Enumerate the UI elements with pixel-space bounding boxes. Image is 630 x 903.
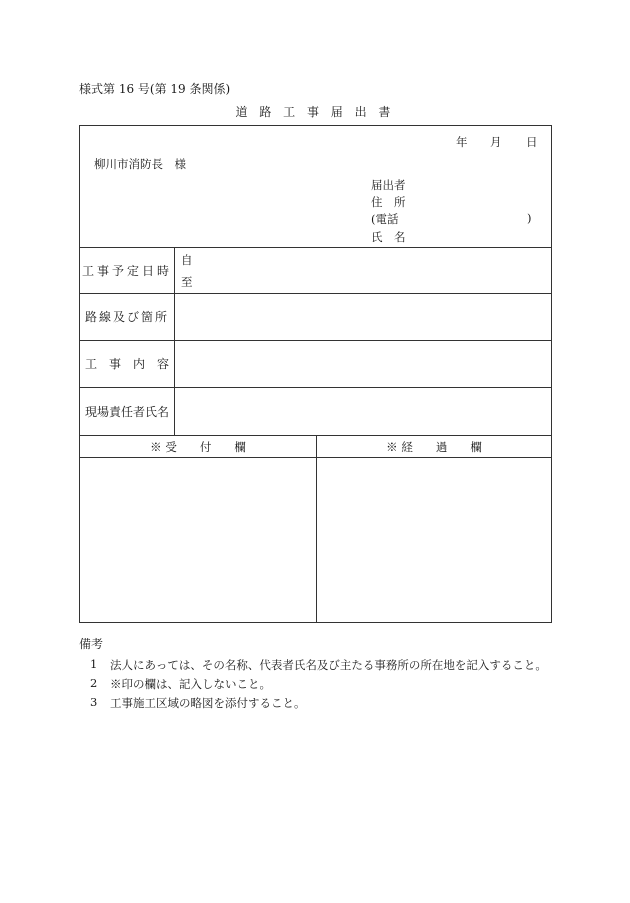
schedule-from-field[interactable] xyxy=(198,252,543,268)
progress-header: ※ 経 過 欄 xyxy=(386,440,482,454)
applicant-phone-close: ) xyxy=(527,211,532,225)
addressee: 柳川市消防長 様 xyxy=(94,157,186,171)
note-number: 3 xyxy=(90,695,98,709)
note-number: 2 xyxy=(90,676,98,690)
form-number: 様式第 16 号(第 19 条関係) xyxy=(79,82,231,96)
notes-heading: 備考 xyxy=(79,637,104,651)
reception-area xyxy=(81,458,315,622)
route-label: 路線及び箇所 xyxy=(84,310,169,324)
date-year-label: 年 xyxy=(456,135,468,149)
manager-label: 現場責任者氏名 xyxy=(84,404,169,419)
note-text: ※印の欄は、記入しないこと。 xyxy=(110,677,271,691)
schedule-to-field[interactable] xyxy=(198,274,543,290)
content-field[interactable] xyxy=(181,349,543,379)
schedule-from-label: 自 xyxy=(181,253,193,267)
note-text: 工事施工区域の略図を添付すること。 xyxy=(110,696,306,710)
applicant-label: 届出者 xyxy=(371,178,406,192)
content-label: 工 事 内 容 xyxy=(84,357,169,371)
note-text: 法人にあっては、その名称、代表者氏名及び主たる事務所の所在地を記入すること。 xyxy=(110,658,547,672)
schedule-to-label: 至 xyxy=(181,275,193,289)
applicant-name-label: 氏 名 xyxy=(371,230,406,244)
reception-header: ※ 受 付 欄 xyxy=(150,440,246,454)
manager-field[interactable] xyxy=(181,396,543,426)
note-number: 1 xyxy=(90,657,98,671)
progress-area xyxy=(317,458,551,622)
applicant-phone-label: (電話 xyxy=(371,212,399,226)
form-table xyxy=(79,125,552,623)
route-field[interactable] xyxy=(181,302,543,332)
form-title: 道 路 工 事 届 出 書 xyxy=(235,105,395,119)
label-column-divider xyxy=(174,247,175,435)
applicant-address-label: 住 所 xyxy=(371,195,406,209)
schedule-label: 工事予定日時 xyxy=(81,263,172,278)
date-month-label: 月 xyxy=(490,135,502,149)
date-day-label: 日 xyxy=(526,135,538,149)
